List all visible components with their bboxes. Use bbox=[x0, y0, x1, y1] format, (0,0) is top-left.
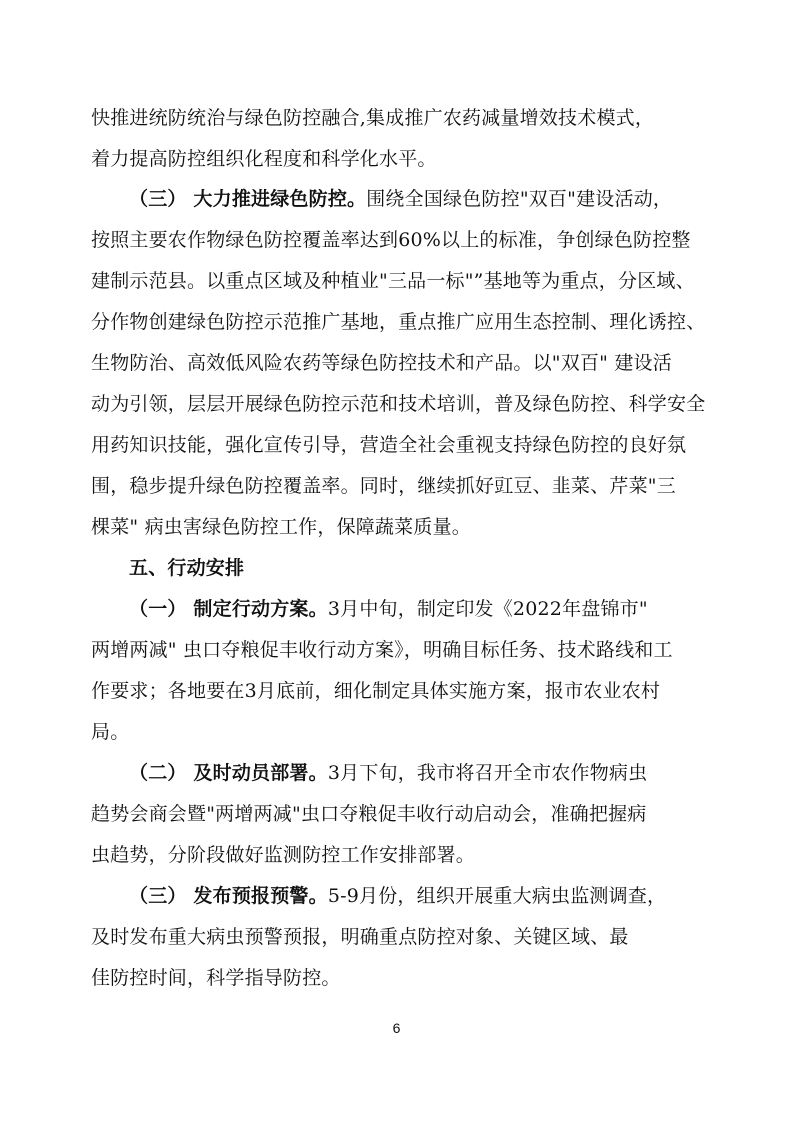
paragraph-line: 动为引领，层层开展绿色防控示范和技术培训，普及绿色防控、科学安全 bbox=[91, 393, 706, 415]
action-1-heading: （一） 制定行动方案。 bbox=[129, 598, 328, 620]
paragraph-line: 用药知识技能，强化宣传引导，营造全社会重视支持绿色防控的良好氛 bbox=[91, 434, 687, 456]
paragraph-line: 分作物创建绿色防控示范推广基地，重点推广应用生态控制、理化诱控、 bbox=[91, 311, 706, 333]
action-2-first-line bbox=[129, 761, 647, 785]
paragraph-line: 及时发布重大病虫预警预报，明确重点防控对象、关键区域、最 bbox=[91, 926, 629, 948]
paragraph-line: 趋势会商会暨"两增两减"虫口夺粮促丰收行动启动会，准确把握病 bbox=[91, 803, 647, 825]
paragraph-line: 局。 bbox=[91, 721, 130, 743]
paragraph-line: 两增两减" 虫口夺粮促丰收行动方案》，明确目标任务、技术路线和工 bbox=[91, 639, 673, 661]
paragraph-line: 棵菜" 病虫害绿色防控工作，保障蔬菜质量。 bbox=[91, 516, 471, 538]
paragraph-line: 建制示范县。以重点区域及种植业"三品一标"”基地等为重点，分区域、 bbox=[91, 270, 695, 292]
action-2-heading: （二） 及时动员部署。 bbox=[129, 762, 328, 784]
action-3-first-line bbox=[129, 884, 666, 908]
paragraph-line: 虫趋势，分阶段做好监测防控工作安排部署。 bbox=[91, 844, 476, 866]
page-number: 6 bbox=[392, 1020, 401, 1036]
paragraph-line: 按照主要农作物绿色防控覆盖率达到60%以上的标准，争创绿色防控整 bbox=[91, 229, 691, 251]
paragraph-line: 围，稳步提升绿色防控覆盖率。同时，继续抓好豇豆、韭菜、芹菜"三 bbox=[91, 475, 676, 497]
paragraph-text: 围绕全国绿色防控"双百"建设活动， bbox=[366, 188, 673, 210]
paragraph-text: 3月中旬，制定印发《2022年盘锦市" bbox=[327, 598, 648, 620]
paragraph-text: 3月下旬，我市将召开全市农作物病虫 bbox=[327, 762, 648, 784]
action-3-heading: （三） 发布预报预警。 bbox=[129, 885, 328, 907]
paragraph-text: 5-9月份，组织开展重大病虫监测调查， bbox=[327, 885, 667, 907]
section-5-title: 五、行动安排 bbox=[129, 557, 245, 579]
paragraph-line: 生物防治、高效低风险农药等绿色防控技术和产品。以"双百" 建设活 bbox=[91, 352, 672, 374]
paragraph-line: 作要求；各地要在3月底前，细化制定具体实施方案，报市农业农村 bbox=[91, 680, 661, 702]
paragraph-line: 快推进统防统治与绿色防控融合,集成推广农药减量增效技术模式， bbox=[91, 107, 655, 129]
section-3-heading: （三） 大力推进绿色防控。 bbox=[129, 188, 367, 210]
paragraph-line: 着力提高防控组织化程度和科学化水平。 bbox=[91, 148, 437, 170]
section-3-first-line bbox=[129, 187, 672, 211]
paragraph-line: 佳防控时间，科学指导防控。 bbox=[91, 967, 341, 989]
action-1-first-line bbox=[129, 597, 648, 621]
